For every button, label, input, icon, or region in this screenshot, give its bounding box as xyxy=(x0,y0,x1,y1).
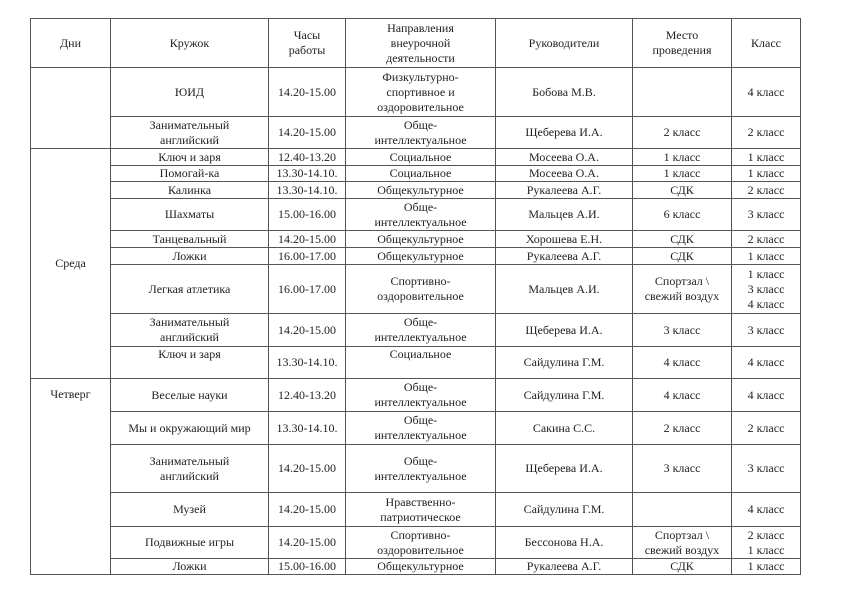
header-hours: Часы работы xyxy=(269,19,346,68)
day-cell: Среда xyxy=(31,149,111,379)
club-cell: ЮИД xyxy=(111,68,269,117)
class-cell: 4 класс xyxy=(732,68,801,117)
club-cell: Танцевальный xyxy=(111,231,269,248)
direction-cell: Спортивно- оздоровительное xyxy=(346,527,496,559)
leader-cell: Щеберева И.А. xyxy=(496,117,633,149)
club-cell: Подвижные игры xyxy=(111,527,269,559)
direction-cell: Обще- интеллектуальное xyxy=(346,412,496,445)
direction-cell: Обще- интеллектуальное xyxy=(346,445,496,493)
class-cell: 2 класс xyxy=(732,231,801,248)
place-cell xyxy=(633,68,732,117)
direction-cell: Социальное xyxy=(346,166,496,182)
leader-cell: Сайдулина Г.М. xyxy=(496,347,633,379)
direction-cell: Социальное xyxy=(346,347,496,379)
hours-cell: 15.00-16.00 xyxy=(269,559,346,575)
header-class: Класс xyxy=(732,19,801,68)
table-row xyxy=(31,68,801,117)
direction-cell: Нравственно- патриотическое xyxy=(346,493,496,527)
place-cell: 2 класс xyxy=(633,117,732,149)
hours-cell: 12.40-13.20 xyxy=(269,149,346,166)
place-cell: 6 класс xyxy=(633,199,732,231)
table-row xyxy=(31,412,801,445)
hours-cell: 14.20-15.00 xyxy=(269,493,346,527)
direction-cell: Спортивно- оздоровительное xyxy=(346,265,496,314)
leader-cell: Мосеева О.А. xyxy=(496,149,633,166)
leader-cell: Рукалеева А.Г. xyxy=(496,248,633,265)
class-cell: 2 класс xyxy=(732,182,801,199)
place-cell: 4 класс xyxy=(633,347,732,379)
class-cell: 2 класс 1 класс xyxy=(732,527,801,559)
table-row xyxy=(31,117,801,149)
club-cell: Помогай-ка xyxy=(111,166,269,182)
hours-cell: 13.30-14.10. xyxy=(269,412,346,445)
hours-cell: 15.00-16.00 xyxy=(269,199,346,231)
table-row xyxy=(31,347,801,379)
class-cell: 1 класс xyxy=(732,166,801,182)
table-row xyxy=(31,559,801,575)
club-cell: Шахматы xyxy=(111,199,269,231)
place-cell: СДК xyxy=(633,559,732,575)
leader-cell: Рукалеева А.Г. xyxy=(496,182,633,199)
place-cell: 1 класс xyxy=(633,166,732,182)
direction-cell: Обще- интеллектуальное xyxy=(346,117,496,149)
club-cell: Занимательный английский xyxy=(111,117,269,149)
hours-cell: 14.20-15.00 xyxy=(269,314,346,347)
place-cell: Спортзал \ свежий воздух xyxy=(633,527,732,559)
leader-cell: Сакина С.С. xyxy=(496,412,633,445)
club-cell: Ключ и заря xyxy=(111,149,269,166)
club-cell: Ложки xyxy=(111,248,269,265)
header-club: Кружок xyxy=(111,19,269,68)
class-cell: 4 класс xyxy=(732,347,801,379)
class-cell: 1 класс xyxy=(732,149,801,166)
hours-cell: 12.40-13.20 xyxy=(269,379,346,412)
club-cell: Занимательный английский xyxy=(111,445,269,493)
class-cell: 3 класс xyxy=(732,314,801,347)
class-cell: 1 класс xyxy=(732,248,801,265)
hours-cell: 14.20-15.00 xyxy=(269,445,346,493)
leader-cell: Хорошева Е.Н. xyxy=(496,231,633,248)
header-direction: Направления внеурочной деятельности xyxy=(346,19,496,68)
direction-cell: Обще- интеллектуальное xyxy=(346,199,496,231)
hours-cell: 14.20-15.00 xyxy=(269,68,346,117)
class-cell: 3 класс xyxy=(732,199,801,231)
club-cell: Занимательный английский xyxy=(111,314,269,347)
leader-cell: Щеберева И.А. xyxy=(496,314,633,347)
leader-cell: Щеберева И.А. xyxy=(496,445,633,493)
table-row xyxy=(31,445,801,493)
table-row xyxy=(31,182,801,199)
club-cell: Музей xyxy=(111,493,269,527)
hours-cell: 13.30-14.10. xyxy=(269,166,346,182)
club-cell: Веселые науки xyxy=(111,379,269,412)
table-row xyxy=(31,231,801,248)
leader-cell: Бессонова Н.А. xyxy=(496,527,633,559)
table-row xyxy=(31,527,801,559)
day-cell xyxy=(31,68,111,149)
hours-cell: 16.00-17.00 xyxy=(269,265,346,314)
direction-cell: Общекультурное xyxy=(346,231,496,248)
header-leaders: Руководители xyxy=(496,19,633,68)
club-cell: Мы и окружающий мир xyxy=(111,412,269,445)
table-row xyxy=(31,166,801,182)
direction-cell: Обще- интеллектуальное xyxy=(346,314,496,347)
leader-cell: Рукалеева А.Г. xyxy=(496,559,633,575)
club-cell: Легкая атлетика xyxy=(111,265,269,314)
place-cell: СДК xyxy=(633,248,732,265)
table-row xyxy=(31,265,801,314)
club-cell: Ложки xyxy=(111,559,269,575)
leader-cell: Мальцев А.И. xyxy=(496,265,633,314)
leader-cell: Мальцев А.И. xyxy=(496,199,633,231)
place-cell: Спортзал \ свежий воздух xyxy=(633,265,732,314)
table-row xyxy=(31,493,801,527)
direction-cell: Общекультурное xyxy=(346,559,496,575)
hours-cell: 14.20-15.00 xyxy=(269,527,346,559)
place-cell: 3 класс xyxy=(633,445,732,493)
hours-cell: 14.20-15.00 xyxy=(269,231,346,248)
table-row xyxy=(31,199,801,231)
class-cell: 2 класс xyxy=(732,117,801,149)
table-row xyxy=(31,314,801,347)
table-row xyxy=(31,248,801,265)
hours-cell: 13.30-14.10. xyxy=(269,182,346,199)
place-cell: 3 класс xyxy=(633,314,732,347)
direction-cell: Общекультурное xyxy=(346,182,496,199)
hours-cell: 13.30-14.10. xyxy=(269,347,346,379)
place-cell: 1 класс xyxy=(633,149,732,166)
class-cell: 1 класс 3 класс 4 класс xyxy=(732,265,801,314)
header-place: Место проведения xyxy=(633,19,732,68)
class-cell: 3 класс xyxy=(732,445,801,493)
schedule-body xyxy=(31,68,801,575)
club-cell: Калинка xyxy=(111,182,269,199)
table-row xyxy=(31,379,801,412)
place-cell: 4 класс xyxy=(633,379,732,412)
place-cell: СДК xyxy=(633,231,732,248)
direction-cell: Физкультурно- спортивное и оздоровительное xyxy=(346,68,496,117)
direction-cell: Обще- интеллектуальное xyxy=(346,379,496,412)
class-cell: 1 класс xyxy=(732,559,801,575)
hours-cell: 16.00-17.00 xyxy=(269,248,346,265)
header-row xyxy=(31,19,801,68)
class-cell: 2 класс xyxy=(732,412,801,445)
leader-cell: Сайдулина Г.М. xyxy=(496,379,633,412)
direction-cell: Общекультурное xyxy=(346,248,496,265)
place-cell: СДК xyxy=(633,182,732,199)
day-cell: Четверг xyxy=(31,379,111,575)
leader-cell: Бобова М.В. xyxy=(496,68,633,117)
leader-cell: Мосеева О.А. xyxy=(496,166,633,182)
club-cell: Ключ и заря xyxy=(111,347,269,379)
table-row xyxy=(31,149,801,166)
place-cell xyxy=(633,493,732,527)
schedule-table xyxy=(30,18,801,575)
leader-cell: Сайдулина Г.М. xyxy=(496,493,633,527)
header-days: Дни xyxy=(31,19,111,68)
class-cell: 4 класс xyxy=(732,493,801,527)
place-cell: 2 класс xyxy=(633,412,732,445)
direction-cell: Социальное xyxy=(346,149,496,166)
class-cell: 4 класс xyxy=(732,379,801,412)
hours-cell: 14.20-15.00 xyxy=(269,117,346,149)
